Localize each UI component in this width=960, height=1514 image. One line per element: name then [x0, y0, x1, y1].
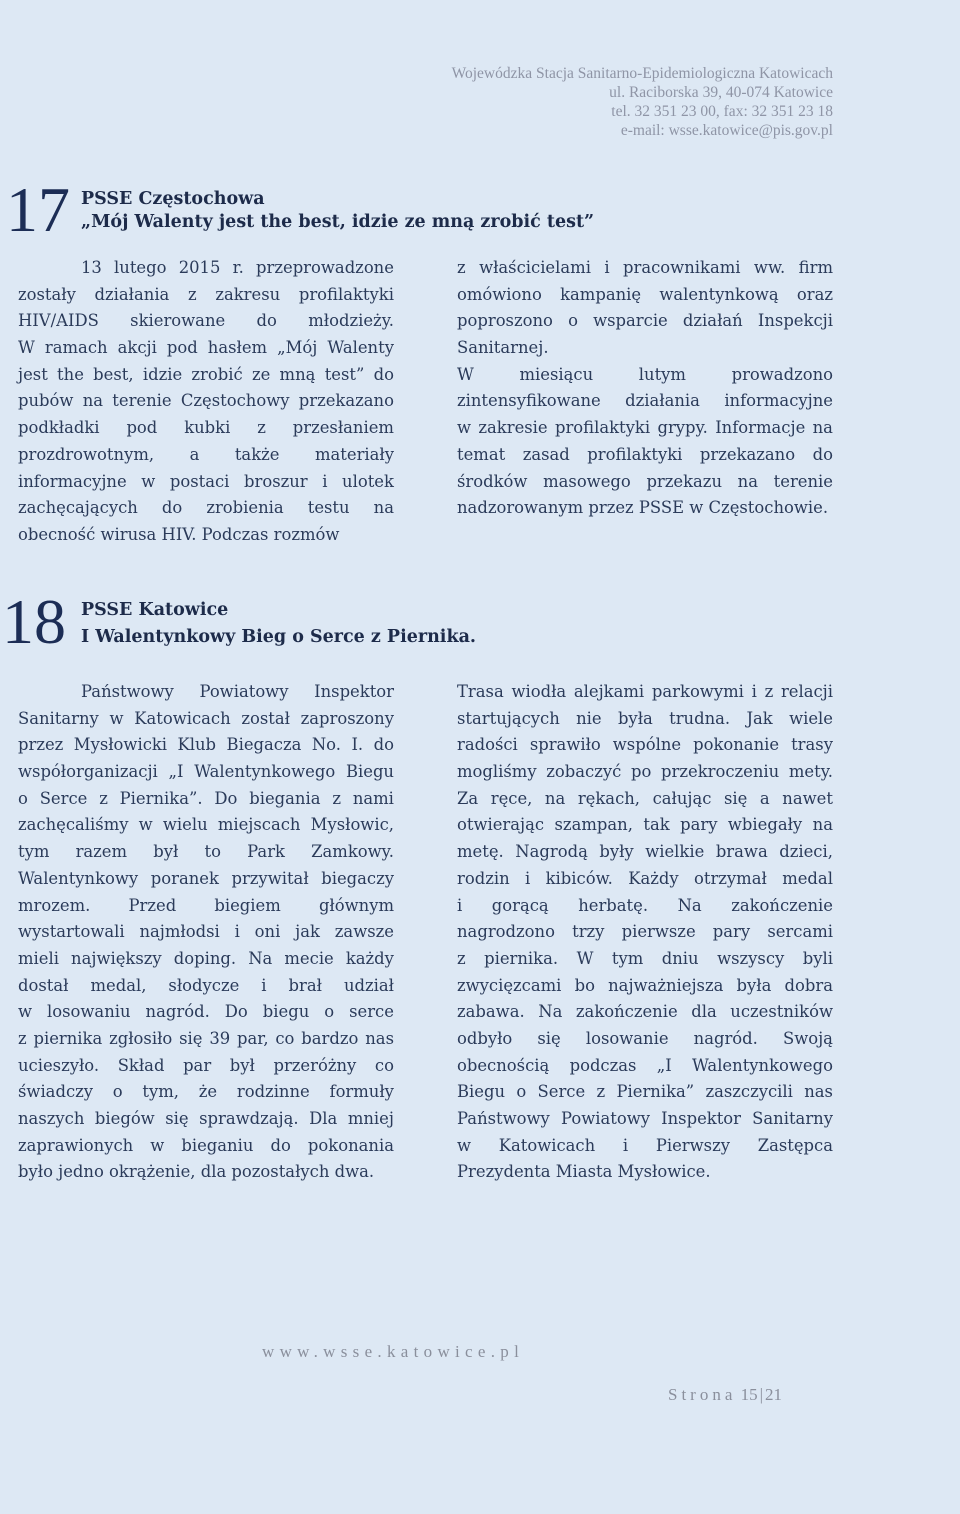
text-line: zachęcających do zrobienia testu na — [18, 498, 394, 518]
text-line: ucieszyło. Skład par był przeróżny co — [18, 1055, 394, 1075]
text-line: radości sprawiło wspólne pokonanie trasy — [457, 735, 833, 755]
section-body-left — [18, 255, 394, 549]
text-line: metę. Nagrodą były wielkie brawa dzieci, — [457, 842, 833, 862]
text-line: omówiono kampanię walentynkową oraz — [457, 284, 833, 304]
text-line: naszych biegów się sprawdzają. Dla mniej — [18, 1109, 394, 1128]
text-line: Państwowy Powiatowy Inspektor — [81, 682, 394, 701]
section-body-left — [18, 679, 394, 1186]
text-line: w losowaniu nagród. Do biegu o serce — [18, 1002, 394, 1022]
text-line: pubów na terenie Częstochowy przekazano — [18, 391, 394, 411]
text-line: w Katowicach i Pierwszy Zastępca — [457, 1135, 833, 1155]
text-line: było jedno okrążenie, dla pozostałych dwa. — [18, 1162, 375, 1182]
text-line: Trasa wiodła alejkami parkowymi i z relacji — [457, 682, 833, 701]
text-line: przez Mysłowicki Klub Biegacza No. I. do — [18, 735, 394, 755]
header-email: e-mail: wsse.katowice@pis.gov.pl — [620, 122, 833, 139]
page-total: 21 — [765, 1385, 783, 1404]
text-line: tym razem był to Park Zamkowy. — [18, 842, 394, 862]
text-line: obecność wirusa HIV. Podczas rozmów — [18, 524, 340, 544]
text-line: otwierając szampan, tak pary wbiegały na — [457, 815, 833, 835]
text-line: obecnością podczas „I Walentynkowego — [457, 1055, 833, 1075]
header-line: tel. 32 351 23 00, fax: 32 351 23 18 — [611, 103, 833, 120]
text-line: z piernika zgłosiło się 39 par, co bardzo nas — [18, 1028, 394, 1048]
section-title: PSSE Częstochowa — [81, 189, 265, 209]
page-number — [668, 1385, 782, 1405]
text-line: poproszono o wsparcie działań Inspekcji — [457, 311, 833, 331]
text-line: Sanitarny w Katowicach został zaproszony — [18, 708, 394, 728]
text-line: o Serce z Piernika”. Do biegania z nami — [18, 788, 394, 808]
text-line: odbyło się losowanie nagród. Swoją — [457, 1028, 833, 1048]
text-line: Państwowy Powiatowy Inspektor Sanitarny — [457, 1109, 833, 1128]
text-line: prozdrowotnym, a także materiały — [18, 444, 394, 464]
text-line: z właścicielami i pracownikami ww. firm — [457, 258, 833, 277]
text-line: W ramach akcji pod hasłem „Mój Walenty — [18, 338, 394, 358]
text-line: nagrodzono trzy pierwsze pary sercami — [457, 922, 833, 942]
text-line: Za ręce, na rękach, całując się a nawet — [457, 788, 833, 808]
institution-header — [452, 64, 833, 140]
text-line: startujących nie była trudna. Jak wiele — [457, 708, 833, 728]
section-title: PSSE Katowice — [81, 600, 229, 620]
section-subtitle: „Mój Walenty jest the best, idzie ze mną zrobić test” — [81, 212, 595, 232]
text-line: HIV/AIDS skierowane do młodzieży. — [18, 311, 394, 331]
text-line: Sanitarnej. — [457, 338, 549, 358]
text-line: zintensyfikowane działania informacyjne — [457, 391, 833, 411]
text-line: zwycięzcami bo najważniejsza była dobra — [457, 975, 833, 995]
text-line: informacyjne w postaci broszur i ulotek — [18, 471, 394, 491]
text-line: nadzorowanym przez PSSE w Częstochowie. — [457, 498, 829, 518]
header-line: Wojewódzka Stacja Sanitarno-Epidemiologiczna Katowicach — [451, 65, 833, 82]
text-line: z piernika. W tym dniu wszyscy byli — [457, 948, 833, 968]
section-number: 17 — [6, 174, 70, 245]
text-line: Biegu o Serce z Piernika” zaszczycili nas — [457, 1082, 833, 1102]
text-line: zachęcaliśmy w wielu miejscach Mysłowic, — [18, 815, 394, 835]
text-line: zaprawionych w bieganiu do pokonania — [18, 1135, 394, 1155]
footer-website[interactable]: www.wsse.katowice.pl — [262, 1342, 525, 1361]
text-line: temat zasad profilaktyki przekazano do — [457, 444, 833, 464]
text-line: mogliśmy zobaczyć po przekroczeniu mety. — [457, 762, 833, 782]
section-body-right — [457, 255, 833, 522]
text-line: środków masowego przekazu na terenie — [457, 471, 833, 491]
header-line: ul. Raciborska 39, 40-074 Katowice — [609, 84, 833, 101]
text-line: mrozem. Przed biegiem głównym — [18, 895, 394, 915]
text-line: współorganizacji „I Walentynkowego Biegu — [18, 762, 394, 782]
section-subtitle: I Walentynkowy Bieg o Serce z Piernika. — [81, 627, 477, 647]
text-line: podkładki pod kubki z przesłaniem — [18, 418, 394, 438]
text-line: Walentynkowy poranek przywitał biegaczy — [18, 868, 394, 888]
text-line: wystartowali najmłodsi i oni jak zawsze — [18, 922, 394, 942]
text-line: mieli największy doping. Na mecie każdy — [18, 948, 394, 968]
text-line: zabawa. Na zakończenie dla uczestników — [457, 1002, 833, 1022]
page-separator: | — [759, 1385, 764, 1404]
text-line: zostały działania z zakresu profilaktyki — [18, 284, 394, 304]
text-line: 13 lutego 2015 r. przeprowadzone — [81, 258, 394, 277]
text-line: W miesiącu lutym prowadzono — [457, 364, 833, 384]
text-line: dostał medal, słodycze i brał udział — [18, 975, 394, 995]
text-line: Prezydenta Miasta Mysłowice. — [457, 1162, 711, 1182]
page-current: 15 — [740, 1385, 758, 1404]
page-label: Strona — [668, 1385, 737, 1404]
text-line: i gorącą herbatę. Na zakończenie — [457, 895, 833, 915]
text-line: jest the best, idzie zrobić ze mną test” do — [18, 364, 394, 384]
text-line: rodzin i kibiców. Każdy otrzymał medal — [457, 868, 833, 888]
section-number: 18 — [2, 586, 66, 657]
text-line: świadczy o tym, że rodzinne formuły — [18, 1082, 394, 1102]
section-body-right — [457, 679, 833, 1186]
text-line: w zakresie profilaktyki grypy. Informacje na — [457, 418, 833, 438]
